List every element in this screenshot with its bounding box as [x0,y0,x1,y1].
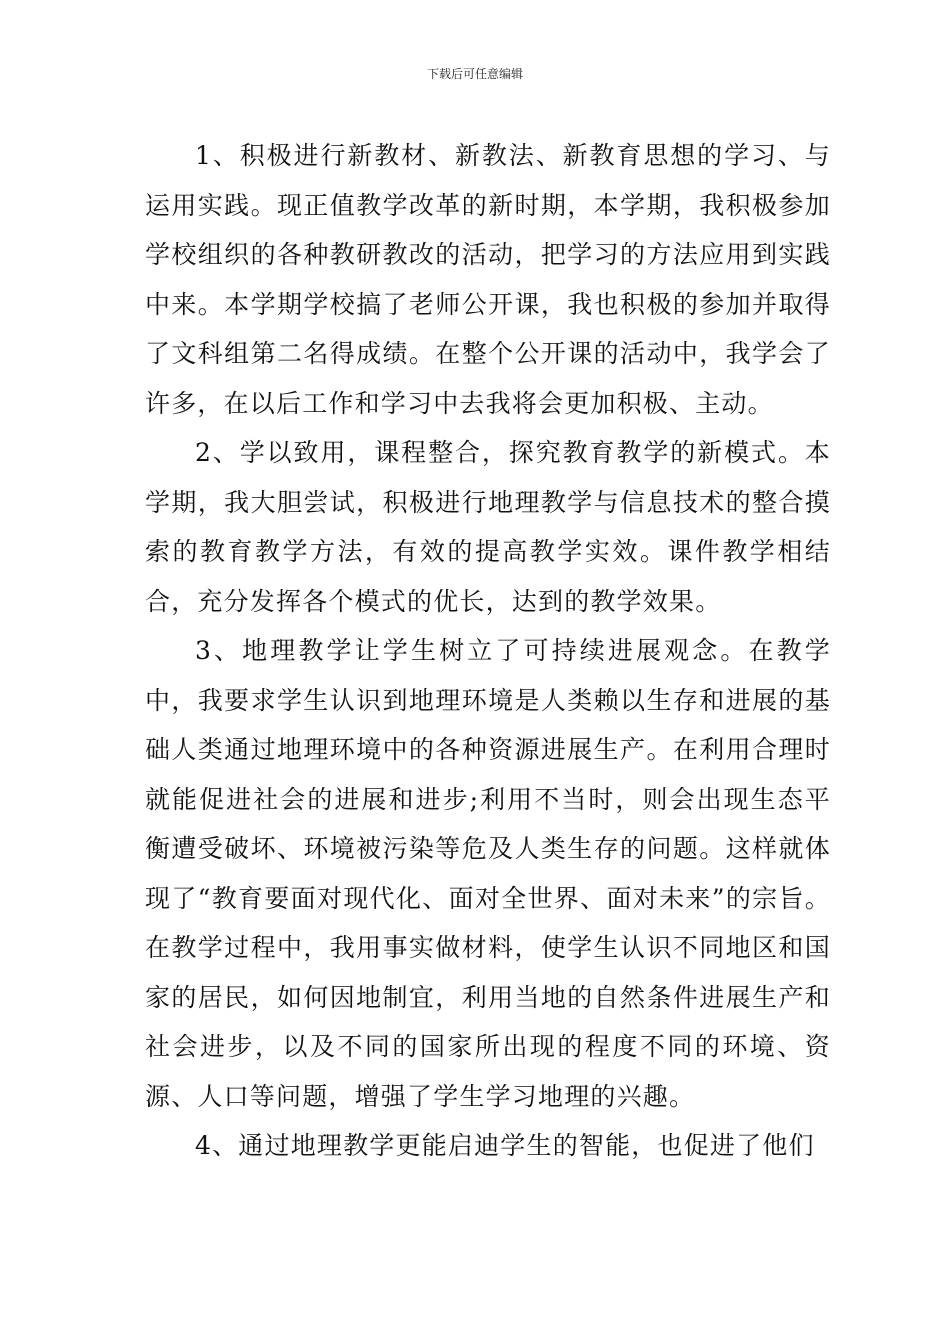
page-header: 下载后可任意编辑 [426,67,523,81]
document-body [145,131,831,1171]
paragraph-4: 4、通过地理教学更能启迪学生的智能，也促进了他们 [195,1131,815,1160]
paragraph-1: 1、积极进行新教材、新教法、新教育思想的学习、与运用实践。现正值教学改革的新时期，本学期，我积极参加学校组织的各种教研教改的活动，把学习的方法应用到实践中来。本学期学校搞了老师公开课，我也积极的参加并取得了文科组第二名得成绩。在整个公开课的活动中，我学会了许多，在以后工作和学习中去我将会更加积极、主动。 [145,141,831,418]
paragraph-2: 2、学以致用，课程整合，探究教育教学的新模式。本学期，我大胆尝试，积极进行地理教学与信息技术的整合摸索的教育教学方法，有效的提高教学实效。课件教学相结合，充分发挥各个模式的优长，达到的教学效果。 [145,438,831,616]
paragraph-3: 3、地理教学让学生树立了可持续进展观念。在教学中，我要求学生认识到地理环境是人类赖以生存和进展的基础人类通过地理环境中的各种资源进展生产。在利用合理时就能促进社会的进展和进步;利用不当时，则会出现生态平衡遭受破坏、环境被污染等危及人类生存的问题。这样就体现了“教育要面对现代化、面对全世界、面对未来”的宗旨。在教学过程中，我用事实做材料，使学生认识不同地区和国家的居民，如何因地制宜，利用当地的自然条件进展生产和社会进步，以及不同的国家所出现的程度不同的环境、资源、人口等问题，增强了学生学习地理的兴趣。 [145,636,831,1111]
